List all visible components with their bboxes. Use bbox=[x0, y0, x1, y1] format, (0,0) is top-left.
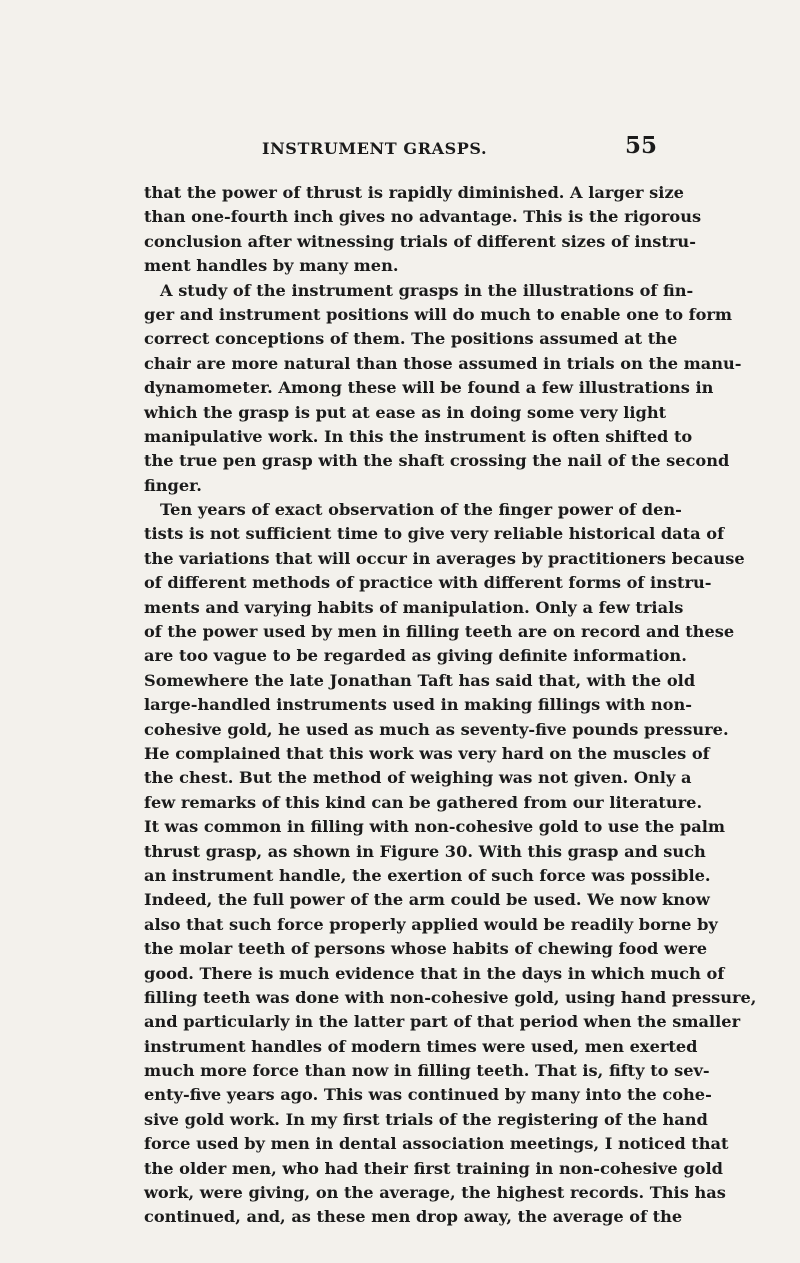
text-line: the molar teeth of persons whose habits of chewing food were bbox=[144, 939, 708, 959]
text-line: He complained that this work was very hard on the muscles of bbox=[144, 743, 710, 763]
text-line: the true pen grasp with the shaft crossing the nail of the second bbox=[144, 451, 730, 471]
text-line: the chest. But the method of weighing was not given. Only a bbox=[144, 768, 692, 788]
text-line: tists is not sufficient time to give very reliable historical data of bbox=[144, 524, 725, 544]
text-line: sive gold work. In my first trials of the registering of the hand bbox=[144, 1109, 708, 1129]
text-line: work, were giving, on the average, the highest records. This has bbox=[144, 1183, 726, 1203]
text-line: the variations that will occur in averages by practitioners because bbox=[144, 548, 745, 568]
text-line: large-handled instruments used in making fillings with non- bbox=[144, 695, 692, 715]
text-line: enty-five years ago. This was continued by many into the cohe- bbox=[144, 1085, 712, 1105]
text-line: finger. bbox=[144, 475, 202, 495]
page-number: 55 bbox=[624, 132, 657, 159]
text-line: the older men, who had their first training in non-cohesive gold bbox=[144, 1158, 723, 1178]
text-line: filling teeth was done with non-cohesive gold, using hand pressure, bbox=[144, 987, 757, 1007]
text-line: ments and varying habits of manipulation. Only a few trials bbox=[144, 597, 684, 617]
text-line: of the power used by men in filling teeth are on record and these bbox=[144, 622, 735, 642]
text-line: and particularly in the latter part of that period when the smaller bbox=[144, 1012, 741, 1032]
text-line: are too vague to be regarded as giving definite information. bbox=[144, 646, 687, 666]
text-line: an instrument handle, the exertion of such force was possible. bbox=[144, 865, 711, 885]
text-line: much more force than now in filling teeth. That is, fifty to sev- bbox=[144, 1061, 710, 1081]
text-line: correct conceptions of them. The positions assumed at the bbox=[144, 329, 678, 349]
text-line: also that such force properly applied would be readily borne by bbox=[144, 914, 718, 934]
running-head: INSTRUMENT GRASPS. bbox=[262, 139, 488, 158]
text-line: Somewhere the late Jonathan Taft has said that, with the old bbox=[144, 670, 696, 690]
text-line: thrust grasp, as shown in Figure 30. With this grasp and such bbox=[144, 841, 706, 861]
text-line: chair are more natural than those assumed in trials on the manu- bbox=[144, 353, 742, 373]
text-line: instrument handles of modern times were used, men exerted bbox=[144, 1036, 698, 1056]
text-line: ger and instrument positions will do much to enable one to form bbox=[144, 304, 733, 324]
text-line: good. There is much evidence that in the days in which much of bbox=[144, 963, 725, 983]
text-line: cohesive gold, he used as much as seventy-five pounds pressure. bbox=[144, 719, 729, 739]
text-line: Indeed, the full power of the arm could be used. We now know bbox=[144, 890, 710, 910]
text-line: continued, and, as these men drop away, the average of the bbox=[144, 1207, 683, 1227]
text-line: which the grasp is put at ease as in doing some very light bbox=[144, 402, 667, 422]
text-line: few remarks of this kind can be gathered from our literature. bbox=[144, 792, 703, 812]
text-line: dynamometer. Among these will be found a few illustrations in bbox=[144, 378, 714, 398]
text-line: of different methods of practice with different forms of instru- bbox=[144, 573, 712, 593]
text-line: ment handles by many men. bbox=[144, 256, 399, 276]
text-line: than one-fourth inch gives no advantage. This is the rigorous bbox=[144, 207, 702, 227]
text-line: Ten years of exact observation of the finger power of den- bbox=[160, 500, 682, 520]
text-line: A study of the instrument grasps in the illustrations of fin- bbox=[160, 280, 694, 300]
text-line: manipulative work. In this the instrument is often shifted to bbox=[144, 426, 693, 446]
text-line: It was common in filling with non-cohesive gold to use the palm bbox=[144, 817, 726, 837]
text-line: that the power of thrust is rapidly diminished. A larger size bbox=[144, 183, 684, 202]
text-line: force used by men in dental association meetings, I noticed that bbox=[144, 1134, 729, 1154]
text-line: conclusion after witnessing trials of different sizes of instru- bbox=[144, 231, 696, 251]
body-text bbox=[144, 181, 757, 1230]
